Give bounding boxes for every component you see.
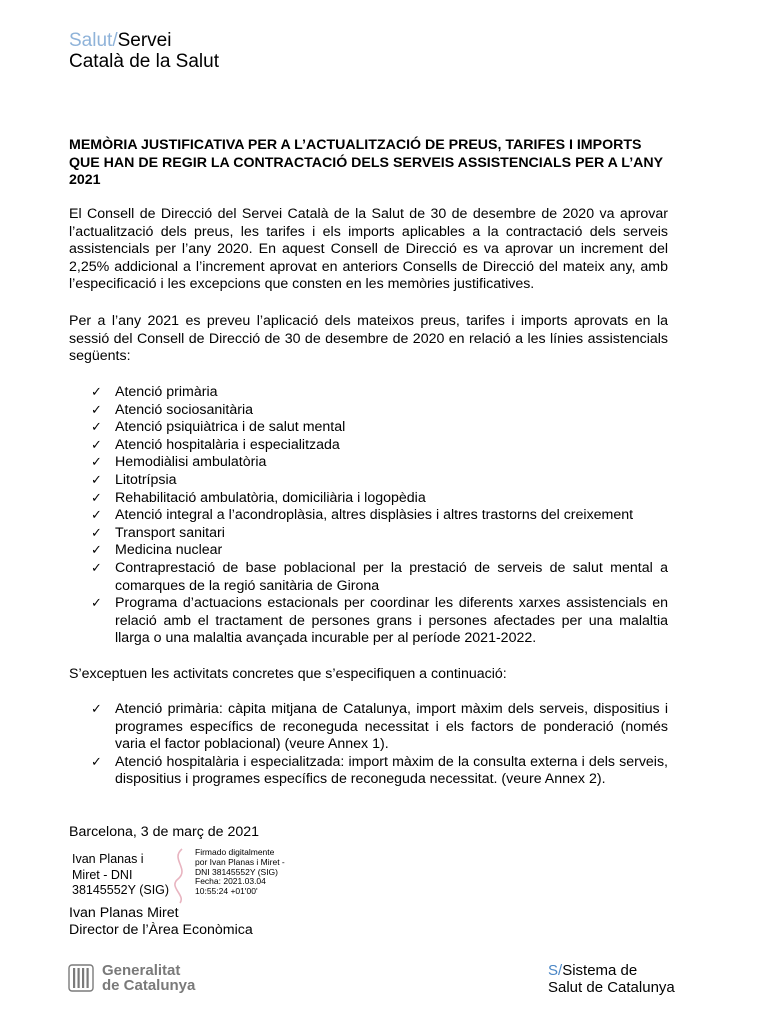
signature-line: 38145552Y (SIG) — [72, 883, 170, 897]
generalitat-logo — [68, 963, 195, 993]
checkmark-icon: ✓ — [91, 472, 102, 488]
stamp-line: por Ivan Planas i Miret - — [195, 856, 285, 867]
list-item — [69, 472, 668, 490]
checkmark-icon: ✓ — [91, 385, 102, 400]
service-lines-list — [69, 384, 668, 648]
list-item-text: Litotrípsia — [115, 471, 177, 488]
list-item — [69, 560, 668, 595]
list-item-text: Medicina nuclear — [115, 542, 223, 559]
list-item — [69, 454, 668, 472]
signature-line: Ivan Planas i — [72, 852, 144, 866]
list-item-text: Atenció primària — [115, 384, 218, 400]
checkmark-icon: ✓ — [91, 754, 102, 770]
stamp-line: Firmado digitalmente — [195, 847, 275, 857]
checkmark-icon: ✓ — [91, 560, 102, 576]
exceptions-list — [69, 701, 668, 789]
list-item-text: Programa d’actuacions estacionals per coordinar les diferents xarxes assistencials en relació amb el tractament de persones grans i persones afectades per una malaltia llarga o una malaltia avançada incurable per al període 2021-2022. — [115, 595, 668, 647]
generalitat-line2: de Catalunya — [102, 977, 196, 994]
sistema-line1: Sistema de — [562, 962, 638, 979]
stamp-line: Fecha: 2021.03.04 — [195, 876, 266, 887]
list-item-text: Transport sanitari — [115, 524, 225, 541]
list-item-text: Atenció sociosanitària — [115, 401, 254, 418]
digital-signature-stamp — [195, 848, 285, 897]
checkmark-icon: ✓ — [91, 543, 102, 559]
list-item — [69, 490, 668, 508]
list-item-text: Atenció psiquiàtrica i de salut mental — [115, 419, 346, 436]
logo-slash: / — [112, 30, 118, 51]
generalitat-line1: Generalitat — [102, 962, 181, 979]
logo-line2: Català de la Salut — [69, 51, 219, 72]
checkmark-icon: ✓ — [91, 420, 102, 436]
list-item-text: Atenció hospitalària i especialitzada — [115, 436, 340, 453]
sistema-prefix: S/ — [548, 962, 563, 979]
paragraph-intro: El Consell de Direcció del Servei Català de la Salut de 30 de desembre de 2020 va aprovar l’actualització dels preus, les tarifes i els imports aplicables a la contractació dels serveis assistencials per l’any 2020. En aquest Consell de Direcció es va aprovar un increment del 2,25% addicional a l’increment aprovat en anteriors Consells de Direcció del mateix any, amb l’especificació i les excepcions que consten en les memòries justificatives. — [69, 206, 668, 293]
list-item-text: Hemodiàlisi ambulatòria — [115, 454, 267, 471]
checkmark-icon: ✓ — [91, 525, 102, 541]
list-item-text: Atenció primària: càpita mitjana de Catalunya, import màxim dels serveis, dispositius i programes específics de reconeguda necessitat i els factors de ponderació (només varia el factor poblacional) (veure Annex 1). — [115, 701, 668, 753]
document-title: MEMÒRIA JUSTIFICATIVA PER A L’ACTUALITZACIÓ DE PREUS, TARIFES I IMPORTS QUE HAN DE REGIR LA CONTRACTACIÓ DELS SERVEIS ASSISTENCIALS PER A L’ANY 2021 — [69, 137, 663, 188]
stamp-line: DNI 38145552Y (SIG) — [195, 866, 278, 877]
list-item-text: Atenció integral a l’acondroplàsia, altres displàsies i altres trastorns del creixement — [115, 507, 634, 524]
sistema-salut-logo — [548, 962, 675, 996]
list-item — [69, 402, 668, 420]
checkmark-icon: ✓ — [91, 702, 102, 717]
checkmark-icon: ✓ — [91, 508, 102, 524]
list-item — [69, 542, 668, 560]
checkmark-icon: ✓ — [91, 455, 102, 471]
checkmark-icon: ✓ — [91, 437, 102, 453]
list-item — [69, 384, 668, 402]
list-item-text: Atenció hospitalària i especialitzada: import màxim de la consulta externa i dels serveis, dispositius i programes específics de reconeguda necessitat. (veure Annex 2). — [115, 753, 668, 788]
signer-block — [69, 905, 253, 938]
signer-role: Director de l’Àrea Econòmica — [69, 921, 253, 938]
list-item — [69, 525, 668, 543]
checkmark-icon: ✓ — [91, 402, 102, 418]
checkmark-icon: ✓ — [91, 490, 102, 506]
list-item — [69, 595, 668, 648]
stamp-line: 10:55:24 +01'00' — [195, 886, 258, 897]
date-line: Barcelona, 3 de març de 2021 — [69, 824, 260, 840]
catsalut-logo — [69, 30, 219, 72]
list-item — [69, 437, 668, 455]
sistema-line2: Salut de Catalunya — [548, 979, 675, 996]
list-item-text: Rehabilitació ambulatòria, domiciliària i logopèdia — [115, 489, 426, 506]
list-item — [69, 701, 668, 754]
list-item — [69, 507, 668, 525]
signature-stroke-icon — [160, 845, 200, 905]
list-item — [69, 754, 668, 789]
logo-servei: Servei — [117, 30, 172, 51]
logo-salut: Salut — [69, 30, 113, 51]
signature-line: Miret - DNI — [72, 867, 133, 882]
list-item-text: Contraprestació de base poblacional per la prestació de serveis de salut mental a comarques de la regió sanitària de Girona — [115, 559, 668, 594]
generalitat-logo-icon — [68, 963, 94, 993]
signer-name: Ivan Planas Miret — [69, 905, 179, 921]
paragraph-2021: Per a l’any 2021 es preveu l’aplicació dels mateixos preus, tarifes i imports aprovats en la sessió del Consell de Direcció de 30 de desembre de 2020 en relació a les línies assistencials següents: — [69, 313, 668, 365]
signature-name-block — [72, 852, 169, 899]
checkmark-icon: ✓ — [91, 596, 102, 612]
list-item — [69, 419, 668, 437]
paragraph-exceptions: S’exceptuen les activitats concretes que s’especifiquen a continuació: — [69, 666, 507, 682]
